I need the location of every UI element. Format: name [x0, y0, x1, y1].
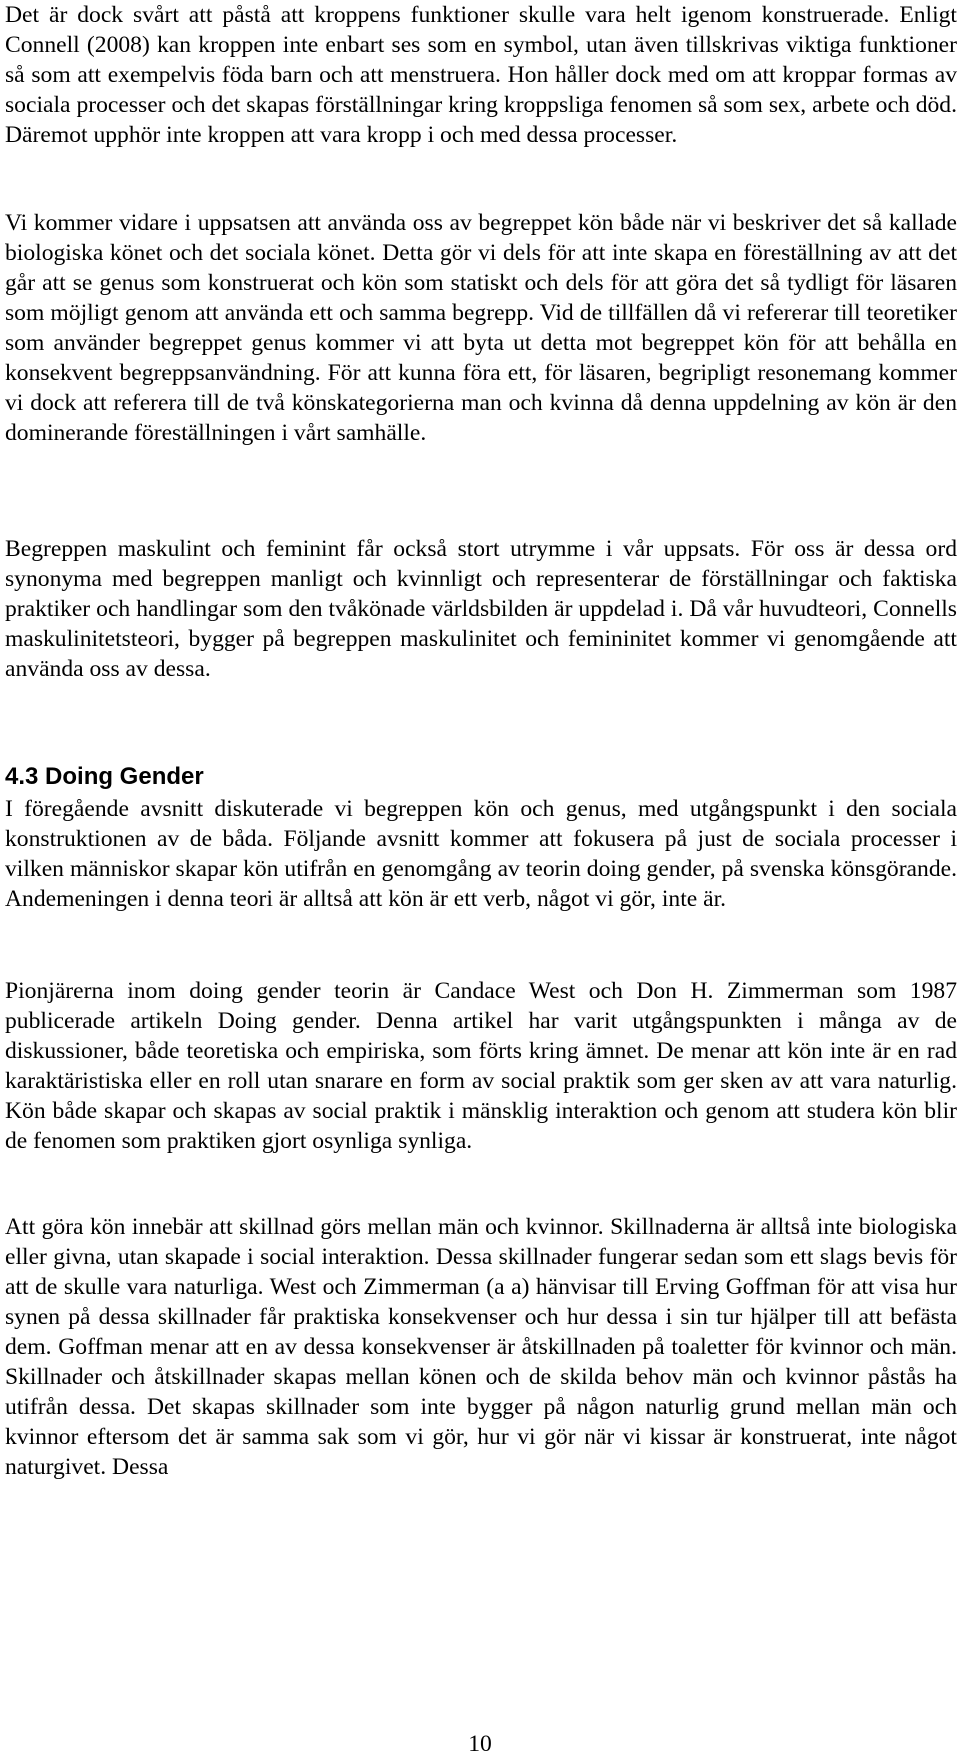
paragraph-body-5: Pionjärerna inom doing gender teorin är Candace West och Don H. Zimmerman som 1987 publicerade artikeln Doing gender. Denna artikel har varit utgångspunkten i många av de diskussioner, både teoretiska och empiriska, som förts kring ämnet. De menar att kön inte är en rad karaktäristiska eller en roll utan snarare en form av social praktik som ger sken av att vara naturlig. Kön både skapar och skapas av social praktik i mänsklig interaktion och genom att studera kön blir de fenomen som praktiken gjort osynliga synliga. — [5, 978, 957, 1154]
section-heading: 4.3 Doing Gender — [5, 763, 204, 790]
paragraph-body-6: Att göra kön innebär att skillnad görs mellan män och kvinnor. Skillnaderna är alltså inte biologiska eller givna, utan skapade i social interaktion. Dessa skillnader fungerar sedan som ett slags bevis för att de skulle vara naturliga. West och Zimmerman (a a) hänvisar till Erving Goffman för att visa hur synen på dessa skillnader får praktiska konsekvenser och hur dessa i sin tur hjälper till att befästa dem. Goffman menar att en av dessa konsekvenser är åtskillnaden på toaletter för kvinnor och män. Skillnader och åtskillnader skapas mellan könen och de skilda behov män och kvinnor påstås ha utifrån dessa. Det skapas skillnader som inte bygger på någon naturlig grund mellan män och kvinnor eftersom det är samma sak som vi gör, hur vi gör när vi kissar är konstruerat, inte något naturgivet. Dessa — [5, 1214, 957, 1480]
paragraph-body-3: Begreppen maskulint och feminint får också stort utrymme i vår uppsats. För oss är dessa ord synonyma med begreppen manligt och kvinnligt och representerar de förställningar och faktiska praktiker och handlingar som den tvåkönade världsbilden är uppdelad i. Då vår huvudteori, Connells maskulinitetsteori, bygger på begreppen maskulinitet och femininitet kommer vi genomgående att använda oss av dessa. — [5, 536, 957, 682]
paragraph-body-2: Vi kommer vidare i uppsatsen att använda oss av begreppet kön både när vi beskriver det så kallade biologiska könet och det sociala könet. Detta gör vi dels för att inte skapa en föreställning av att det går att se genus som konstruerat och kön som statiskt och dels för att göra det så tydligt för läsaren som möjligt genom att använda ett och samma begrepp. Vid de tillfällen då vi refererar till teoretiker som använder begreppet genus kommer vi att byta ut detta mot begreppet kön för att behålla en konsekvent begreppsanvändning. För att kunna föra ett, för läsaren, begripligt resonemang kommer vi dock att referera till de två könskategorierna man och kvinna då denna uppdelning av kön är den dominerande föreställningen i vårt samhälle. — [5, 210, 957, 446]
paragraph-body-1: Det är dock svårt att påstå att kroppens funktioner skulle vara helt igenom konstruerade. Enligt Connell (2008) kan kroppen inte enbart ses som en symbol, utan även tillskrivas viktiga funktioner så som att exempelvis föda barn och att menstruera. Hon håller dock med om att kroppar formas av sociala processer och det skapas förställningar kring kroppsliga fenomen så som sex, arbete och död. Däremot upphör inte kroppen att vara kropp i och med dessa processer. — [5, 2, 957, 148]
page-number: 10 — [468, 1731, 492, 1757]
paragraph-body-4: I föregående avsnitt diskuterade vi begreppen kön och genus, med utgångspunkt i den sociala konstruktionen av de båda. Följande avsnitt kommer att fokusera på just de sociala processer i vilken människor skapar kön utifrån en genomgång av teorin doing gender, på svenska könsgörande. Andemeningen i denna teori är alltså att kön är ett verb, något vi gör, inte är. — [5, 796, 957, 912]
